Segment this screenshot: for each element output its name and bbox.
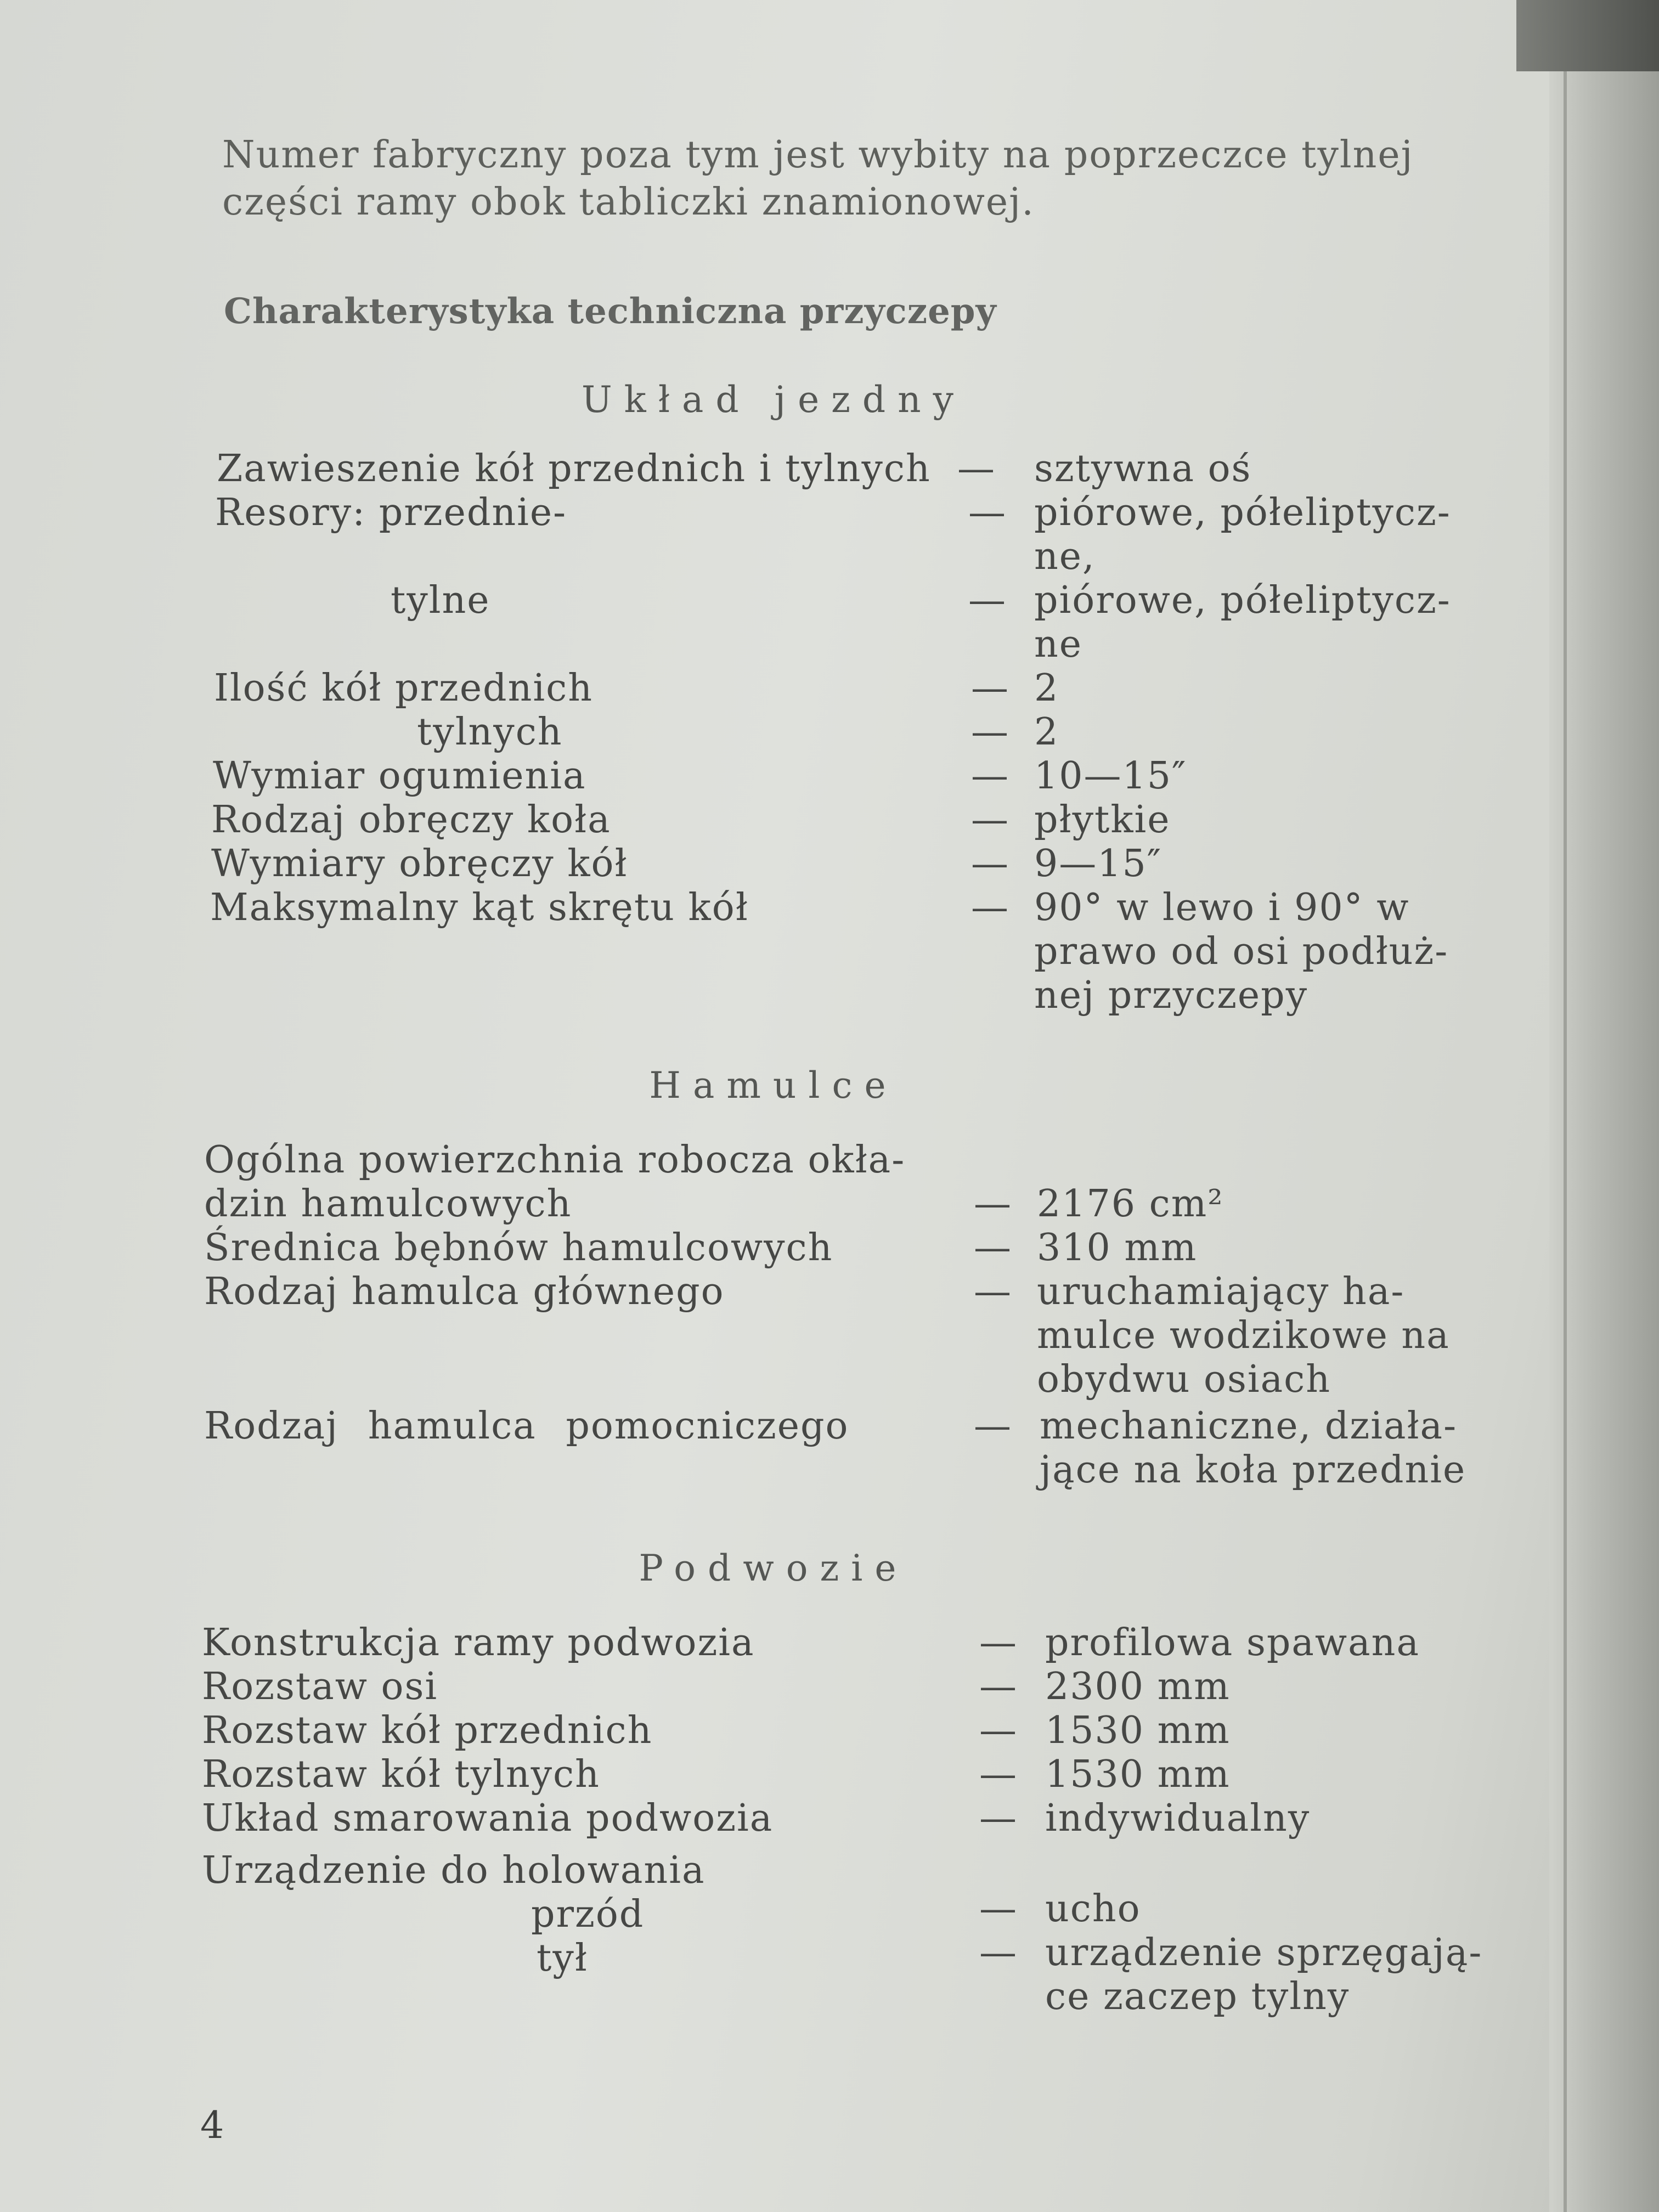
document-title: Charakterystyka techniczna przyczepy [224, 291, 997, 332]
spec-label: Konstrukcja ramy podwozia [202, 1621, 755, 1664]
spec-value: 310 mm [1037, 1226, 1198, 1269]
section-heading-uklad-jezdny: Układ jezdny [582, 379, 966, 421]
intro-paragraph [222, 132, 1462, 226]
spec-label: Wymiary obręczy kół [211, 842, 628, 885]
spec-label: Rodzaj obręczy koła [211, 798, 611, 842]
spec-label: Rozstaw kół przednich [202, 1709, 653, 1752]
spec-dash: — [974, 1404, 1012, 1448]
spec-label: Rozstaw osi [202, 1665, 438, 1708]
page-number: 4 [200, 2104, 224, 2147]
spec-label: tylne [391, 579, 490, 622]
spec-dash: — [971, 798, 1009, 842]
spec-dash: — [968, 491, 1007, 534]
spec-value: ucho [1045, 1887, 1141, 1931]
spec-dash: — [971, 886, 1009, 929]
spec-dash: — [979, 1931, 1018, 1974]
section-heading-hamulce: Hamulce [649, 1064, 898, 1107]
section-heading-podwozie: Podwozie [639, 1547, 909, 1589]
spec-label: Układ smarowania podwozia [202, 1797, 774, 1840]
spec-value: mechaniczne, działa-jące na koła przednie [1040, 1404, 1466, 1492]
spec-value: piórowe, półeliptycz-ne, [1034, 491, 1451, 578]
spec-value: urządzenie sprzęgają-ce zaczep tylny [1045, 1931, 1483, 2018]
spec-value: 90° w lewo i 90° w prawo od osi podłuż-nej przyczepy [1034, 886, 1449, 1017]
spec-label: Rodzaj hamulca głównego [204, 1270, 725, 1313]
spec-value: piórowe, półeliptycz-ne [1034, 579, 1451, 666]
spec-label: Ogólna powierzchnia robocza okła-dzin hamulcowych [204, 1138, 906, 1226]
spec-dash: — [979, 1621, 1018, 1664]
page-edge-line [1564, 0, 1567, 2212]
spec-value: profilowa spawana [1045, 1621, 1420, 1664]
spec-dash: — [971, 842, 1009, 885]
spec-value: 2 [1034, 710, 1059, 754]
spec-label: tył [537, 1937, 588, 1980]
spec-value: indywidualny [1045, 1797, 1311, 1840]
spec-value: uruchamiający ha-mulce wodzikowe na obydwu osiach [1037, 1270, 1450, 1401]
spec-dash: — [957, 447, 996, 490]
spec-value: sztywna oś [1034, 447, 1252, 490]
spec-label: Ilość kół przednich [214, 667, 594, 710]
spec-dash: — [979, 1665, 1018, 1708]
spec-dash: — [979, 1797, 1018, 1840]
spec-dash: — [979, 1753, 1018, 1796]
spec-label: Zawieszenie kół przednich i tylnych [217, 447, 931, 490]
spec-value: 1530 mm [1045, 1709, 1231, 1752]
spec-label: Rodzaj hamulca pomocniczego [204, 1404, 849, 1448]
spec-dash: — [974, 1270, 1012, 1313]
spec-value: 2 [1034, 667, 1059, 710]
spec-label: Urządzenie do holowania [202, 1849, 706, 1892]
intro-text: Numer fabryczny poza tym jest wybity na poprzeczce tylnej części ramy obok tabliczki znamionowej. [222, 133, 1414, 224]
spec-label: Wymiar ogumienia [213, 754, 586, 798]
spec-value: płytkie [1034, 798, 1171, 842]
spec-value: 10—15″ [1034, 754, 1187, 798]
spec-dash: — [979, 1887, 1018, 1931]
spec-dash: — [971, 754, 1009, 798]
spec-label: Średnica bębnów hamulcowych [204, 1226, 833, 1269]
spec-value: 2300 mm [1045, 1665, 1231, 1708]
spec-label: Maksymalny kąt skrętu kół [210, 886, 749, 929]
spec-label: tylnych [417, 710, 563, 754]
spec-dash: — [979, 1709, 1018, 1752]
spec-dash: — [974, 1182, 1012, 1226]
spec-dash: — [971, 710, 1009, 754]
spec-label: Rozstaw kół tylnych [202, 1753, 600, 1796]
spec-dash: — [968, 579, 1007, 622]
spec-dash: — [971, 667, 1009, 710]
spec-label: Resory: przednie- [215, 491, 567, 534]
spec-label: przód [531, 1893, 645, 1936]
spec-value: 1530 mm [1045, 1753, 1231, 1796]
spec-value: 2176 cm² [1037, 1182, 1224, 1226]
spec-dash: — [974, 1226, 1012, 1269]
spec-value: 9—15″ [1034, 842, 1163, 885]
